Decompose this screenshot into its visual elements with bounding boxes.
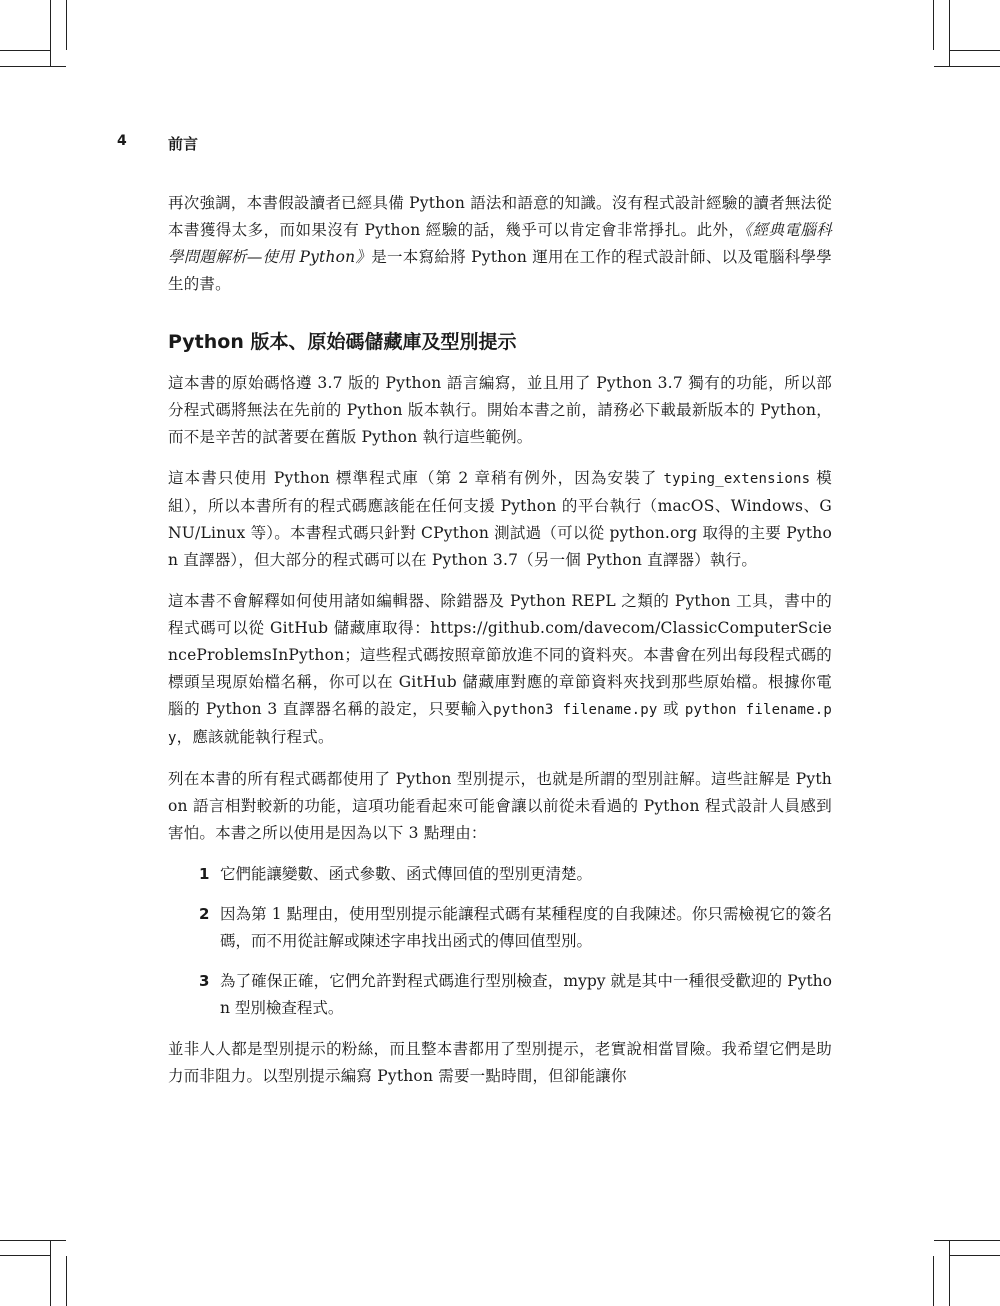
- paragraph-version: 這本書的原始碼恪遵 3.7 版的 Python 語言編寫，並且用了 Python 3.7 獨有的功能，所以部分程式碼將無法在先前的 Python 版本執行。開始本書之前，請務必下載最新版本的 Python，而不是辛苦的試著要在舊版 Python 執行這些範例。: [168, 374, 832, 446]
- chapter-title: 前言: [168, 135, 199, 153]
- command-python3: python3 filename.py: [493, 702, 658, 718]
- paragraph-repository: [168, 588, 832, 752]
- paragraph-stdlib: [168, 465, 832, 574]
- crop-mark-top-left-v2: [66, 0, 67, 50]
- paragraph-repository-connector: 或: [657, 700, 685, 718]
- crop-mark-bottom-left-v2: [66, 1256, 67, 1306]
- crop-mark-top-left-h: [0, 50, 50, 51]
- crop-mark-bottom-right-v2: [933, 1256, 934, 1306]
- page-body: [168, 190, 832, 1104]
- list-item-text: 為了確保正確，它們允許對程式碼進行型別檢查，mypy 就是其中一種很受歡迎的 Python 型別檢查程式。: [220, 972, 832, 1017]
- list-item-number: 1: [199, 865, 210, 883]
- list-item: [168, 968, 832, 1022]
- paragraph-intro: [168, 190, 832, 298]
- list-item-number: 2: [199, 905, 210, 923]
- reasons-list: [168, 861, 832, 1022]
- paragraph-intro-text: 再次強調，本書假設讀者已經具備 Python 語法和語意的知識。沒有程式設計經驗的讀者無法從本書獲得太多，而如果沒有 Python 經驗的話，幾乎可以肯定會非常掙扎。此外，: [168, 194, 832, 239]
- module-name: typing_extensions: [663, 471, 811, 487]
- list-item-number: 3: [199, 972, 210, 990]
- list-item-text: 它們能讓變數、函式參數、函式傳回值的型別更清楚。: [220, 865, 593, 883]
- list-item-text: 因為第 1 點理由，使用型別提示能讓程式碼有某種程度的自我陳述。你只需檢視它的簽名碼，而不用從註解或陳述字串找出函式的傳回值型別。: [220, 905, 832, 950]
- crop-mark-bottom-left-v: [50, 1240, 51, 1306]
- paragraph-type-hints: 列在本書的所有程式碼都使用了 Python 型別提示，也就是所謂的型別註解。這些註解是 Python 語言相對較新的功能，這項功能看起來可能會讓以前從未看過的 Python 程式設計人員感到害怕。本書之所以使用是因為以下 3 點理由：: [168, 770, 832, 842]
- book-title: 《經典電腦科學問題解析—使用 Python》: [168, 221, 832, 266]
- crop-mark-top-right-v2: [933, 0, 934, 50]
- crop-mark-top-left-v: [50, 0, 51, 66]
- list-item: [168, 901, 832, 955]
- paragraph-intro-text-end: 是一本寫給將 Python 運用在工作的程式設計師、以及電腦科學學生的書。: [168, 248, 832, 293]
- crop-mark-top-left-h2: [0, 66, 66, 67]
- paragraph-repository-text-end: ，應該就能執行程式。: [176, 728, 334, 746]
- crop-mark-bottom-right-h: [950, 1255, 1000, 1256]
- crop-mark-bottom-left-h: [0, 1255, 50, 1256]
- crop-mark-bottom-right-v: [949, 1240, 950, 1306]
- list-item: [168, 861, 832, 888]
- crop-mark-top-right-v: [949, 0, 950, 66]
- crop-mark-top-right-h: [950, 50, 1000, 51]
- section-heading: Python 版本、原始碼儲藏庫及型別提示: [168, 331, 517, 353]
- page-number: 4: [117, 133, 127, 149]
- paragraph-stdlib-text: 這本書只使用 Python 標準程式庫（第 2 章稍有例外，因為安裝了: [168, 469, 664, 487]
- paragraph-repository-text: 這本書不會解釋如何使用諸如編輯器、除錯器及 Python REPL 之類的 Python 工具，書中的程式碼可以從 GitHub 儲藏庫取得：https://github.com/davecom/ClassicComputerScienceProblemsInPython；這些程式碼按照章節放進不同的資料夾。本書會在列出每段程式碼的標頭呈現原始檔名稱，你可以在 GitHub 儲藏庫對應的章節資料夾找到那些原始檔。根據你電腦的 Python 3 直譯器名稱的設定，只要輸入: [168, 592, 832, 718]
- crop-mark-bottom-right-h2: [934, 1240, 1000, 1241]
- crop-mark-top-right-h2: [934, 66, 1000, 67]
- paragraph-stdlib-text-end: 模組），所以本書所有的程式碼應該能在任何支援 Python 的平台執行（macOS、Windows、GNU/Linux 等）。本書程式碼只針對 CPython 測試過（可以從 python.org 取得的主要 Python 直譯器），但大部分的程式碼可以在 Python 3.7（另一個 Python 直譯器）執行。: [168, 469, 832, 569]
- command-python: python filename.py: [168, 702, 832, 746]
- paragraph-closing: 並非人人都是型別提示的粉絲，而且整本書都用了型別提示，老實說相當冒險。我希望它們是助力而非阻力。以型別提示編寫 Python 需要一點時間，但卻能讓你: [168, 1040, 832, 1085]
- crop-mark-bottom-left-h2: [0, 1240, 66, 1241]
